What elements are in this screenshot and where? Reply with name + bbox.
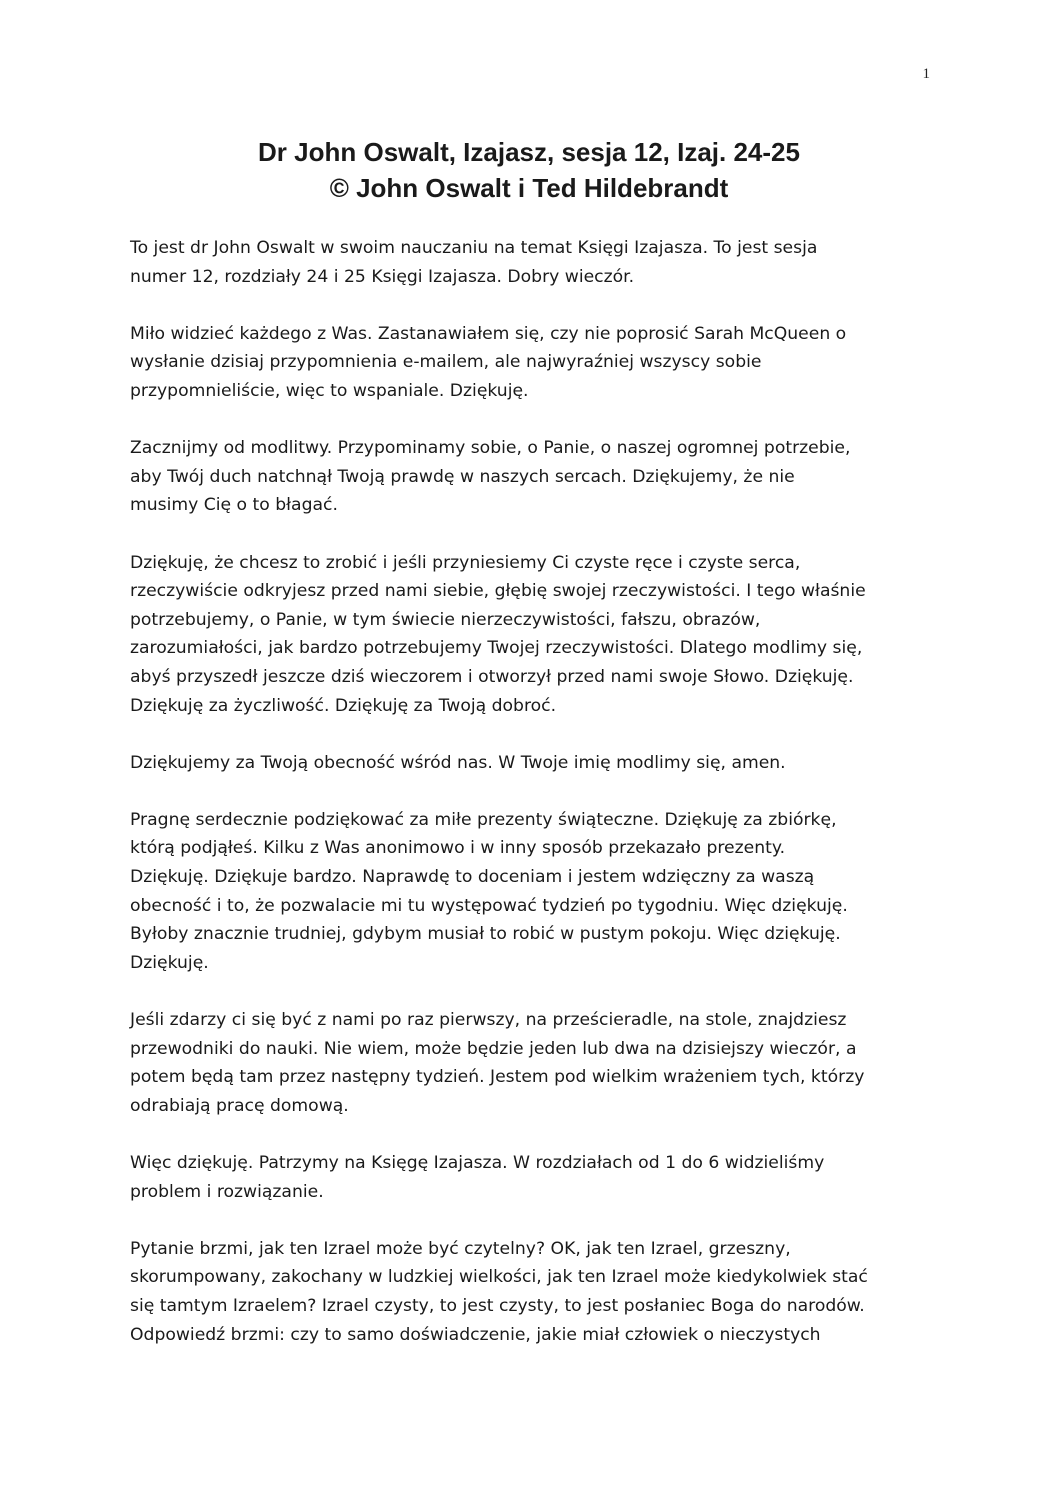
text-line: Zacznijmy od modlitwy. Przypominamy sobie, o Panie, o naszej ogromnej potrzebie, bbox=[130, 438, 851, 459]
text-line: się tamtym Izraelem? Izrael czysty, to jest czysty, to jest posłaniec Boga do narodów. bbox=[130, 1295, 865, 1316]
paragraph bbox=[130, 1235, 930, 1349]
document-title bbox=[0, 134, 1058, 206]
paragraph bbox=[130, 1149, 930, 1206]
text-line: Dziękuję. Dziękuje bardzo. Naprawdę to doceniam i jestem wdzięczny za waszą bbox=[130, 867, 815, 888]
text-line: odrabiają pracę domową. bbox=[130, 1095, 349, 1116]
title-line-2: © John Oswalt i Ted Hildebrandt bbox=[329, 173, 729, 203]
paragraph bbox=[130, 1006, 930, 1120]
text-line: potem będą tam przez następny tydzień. Jestem pod wielkim wrażeniem tych, którzy bbox=[130, 1067, 865, 1088]
paragraph bbox=[130, 806, 930, 978]
title-line-1: Dr John Oswalt, Izajasz, sesja 12, Izaj. 24-25 bbox=[258, 137, 800, 167]
text-line: Odpowiedź brzmi: czy to samo doświadczenie, jakie miał człowiek o nieczystych bbox=[130, 1324, 821, 1345]
text-line: przewodniki do nauki. Nie wiem, może będzie jeden lub dwa na dzisiejszy wieczór, a bbox=[130, 1038, 857, 1059]
text-line: numer 12, rozdziały 24 i 25 Księgi Izajasza. Dobry wieczór. bbox=[130, 266, 635, 287]
page-number: 1 bbox=[922, 66, 930, 82]
text-line: Więc dziękuję. Patrzymy na Księgę Izajasza. W rozdziałach od 1 do 6 widzieliśmy bbox=[130, 1153, 825, 1173]
text-line: wysłanie dzisiaj przypomnienia e-mailem, ale najwyraźniej wszyscy sobie bbox=[130, 352, 762, 373]
paragraph bbox=[130, 549, 930, 721]
paragraph bbox=[130, 234, 930, 291]
text-line: problem i rozwiązanie. bbox=[130, 1181, 324, 1202]
text-line: To jest dr John Oswalt w swoim nauczaniu na temat Księgi Izajasza. To jest sesja bbox=[130, 238, 818, 258]
document-body bbox=[130, 234, 930, 1378]
text-line: rzeczywiście odkryjesz przed nami siebie, głębię swojej rzeczywistości. I tego właśnie bbox=[130, 581, 866, 602]
text-line: Dziękuję za życzliwość. Dziękuję za Twoją dobroć. bbox=[130, 695, 557, 716]
paragraph bbox=[130, 320, 930, 406]
text-line: Byłoby znacznie trudniej, gdybym musiał to robić w pustym pokoju. Więc dziękuję. bbox=[130, 924, 841, 945]
text-line: przypomnieliście, więc to wspaniale. Dziękuję. bbox=[130, 380, 529, 401]
text-line: Dziękuję, że chcesz to zrobić i jeśli przyniesiemy Ci czyste ręce i czyste serca, bbox=[130, 552, 801, 573]
paragraph bbox=[130, 434, 930, 520]
text-line: aby Twój duch natchnął Twoją prawdę w naszych sercach. Dziękujemy, że nie bbox=[130, 466, 795, 487]
paragraph bbox=[130, 749, 930, 778]
text-line: Miło widzieć każdego z Was. Zastanawiałem się, czy nie poprosić Sarah McQueen o bbox=[130, 323, 847, 344]
text-line: musimy Cię o to błagać. bbox=[130, 495, 338, 516]
text-line: Jeśli zdarzy ci się być z nami po raz pierwszy, na prześcieradle, na stole, znajdziesz bbox=[130, 1010, 847, 1031]
text-line: skorumpowany, zakochany w ludzkiej wielkości, jak ten Izrael może kiedykolwiek stać bbox=[130, 1267, 868, 1288]
text-line: Dziękujemy za Twoją obecność wśród nas. W Twoje imię modlimy się, amen. bbox=[130, 752, 786, 773]
text-line: Pragnę serdecznie podziękować za miłe prezenty świąteczne. Dziękuję za zbiórkę, bbox=[130, 809, 837, 830]
text-line: Dziękuję. bbox=[130, 952, 209, 973]
text-line: potrzebujemy, o Panie, w tym świecie nierzeczywistości, fałszu, obrazów, bbox=[130, 609, 761, 630]
text-line: zarozumiałości, jak bardzo potrzebujemy Twojej rzeczywistości. Dlatego modlimy się, bbox=[130, 638, 863, 659]
text-line: obecność i to, że pozwalacie mi tu występować tydzień po tygodniu. Więc dziękuję. bbox=[130, 895, 848, 916]
text-line: abyś przyszedł jeszcze dziś wieczorem i otworzył przed nami swoje Słowo. Dziękuję. bbox=[130, 666, 854, 687]
text-line: którą podjąłeś. Kilku z Was anonimowo i w inny sposób przekazało prezenty. bbox=[130, 838, 786, 859]
text-line: Pytanie brzmi, jak ten Izrael może być czytelny? OK, jak ten Izrael, grzeszny, bbox=[130, 1238, 791, 1259]
